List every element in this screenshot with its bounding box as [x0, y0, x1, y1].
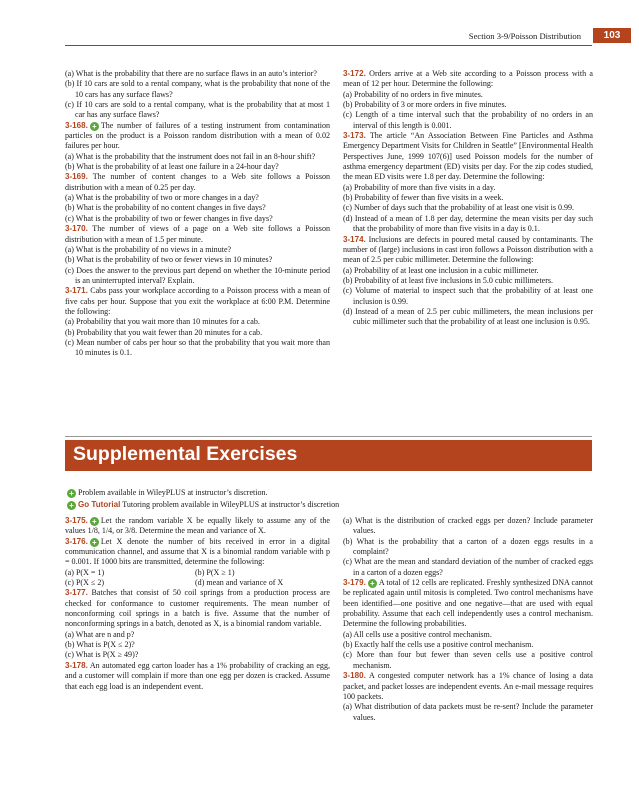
exercise: [65, 537, 330, 568]
right-column-top: [343, 69, 593, 328]
exercise-part: (c) What are the mean and standard deviation of the number of cracked eggs in a carton of a dozen eggs?: [343, 557, 593, 577]
exercise: [343, 578, 593, 630]
exercise-number: 3-180.: [343, 671, 366, 681]
exercise-parts-row: [65, 568, 330, 578]
exercise-part: (a) Probability of no orders in five minutes.: [343, 89, 483, 99]
supplemental-title: Supplemental Exercises: [73, 443, 298, 465]
plus-icon: +: [368, 579, 377, 588]
exercise-number: 3-172.: [343, 69, 366, 78]
exercise-text: Batches that consist of 50 coil springs from a production process are checked for conformance to customer requirements. The mean number of nonconforming coil springs in a batch is five. Assume that the number of nonconforming springs in a batch, denoted as X, is a binomial random variable.: [65, 588, 330, 629]
plus-icon: +: [90, 538, 99, 547]
exercise-number: 3-176.: [65, 536, 88, 546]
exercise-number: 3-173.: [343, 131, 366, 141]
exercise-text: Let the random variable X be equally likely to assume any of the values 1/8, 1/4, or 3/8. Determine the mean and variance of X.: [65, 516, 330, 536]
exercise-part: (b) What is the probability of at least one failure in a 24-hour day?: [65, 162, 279, 172]
legend-wileyplus: + Problem available in WileyPLUS at instructor’s discretion.: [65, 487, 339, 499]
exercise-text: The article “An Association Between Fine Particles and Asthma Emergency Department Visits for Children in Seattle” [Environmental Health Perspectives June, 1999 107(6)] used Poisson models for the number of asthma emergency department (ED) visits per day. For the zip codes studied, the mean ED visits were 1.8 per day. Determine the following:: [343, 131, 593, 182]
exercise-part: (b) P(X ≥ 1): [195, 567, 235, 577]
exercise-text: An automated egg carton loader has a 1% probability of cracking an egg, and a customer will complain if more than one egg per dozen is cracked. Assume that each egg load is an independent event.: [65, 660, 330, 691]
exercise: [65, 286, 330, 317]
exercise-part: (c) Number of days such that the probability of at least one visit is 0.99.: [343, 203, 575, 213]
exercise-number: 3-169.: [65, 172, 88, 182]
exercise-number: 3-177.: [65, 588, 88, 598]
exercise-text: Let X denote the number of bits received in error in a digital communication channel, and assume that X is a binomial random variable with p = 0.001. If 1000 bits are transmitted, determine the following:: [65, 536, 330, 567]
exercise-number: 3-170.: [65, 224, 88, 234]
exercise-part: (a) Probability of more than five visits in a day.: [343, 182, 496, 192]
exercise-number: 3-174.: [343, 234, 366, 244]
exercise: [65, 224, 330, 245]
plus-icon: +: [90, 122, 99, 131]
legend-tutorial: + Go Tutorial Tutoring problem available in WileyPLUS at instructor’s discretion: [65, 499, 339, 511]
exercise-part: (c) More than four but fewer than seven cells use a positive control mechanism.: [343, 650, 593, 670]
exercise: [343, 235, 593, 266]
exercise-text: The number of failures of a testing instrument from contamination particles on the product is a Poisson random distribution with a mean of 0.02 failures per hour.: [65, 120, 330, 151]
plus-icon: +: [67, 501, 76, 510]
exercise-part: (a) What distribution of data packets must be re-sent? Include the parameter values.: [343, 702, 593, 722]
exercise-part: (a) What is the probability of no views in a minute?: [65, 244, 232, 254]
exercise-text: A total of 12 cells are replicated. Freshly synthesized DNA cannot be replicated again until mitosis is completed. Two control mechanisms have been identified—one positive and one negative—that are used with equal probability. Assume that each cell independently uses a control mechanism. Determine the following probabilities.: [343, 578, 593, 629]
left-column-bottom: [65, 516, 330, 692]
header-rule: [65, 45, 592, 46]
exercise-part: (a) What is the probability that the instrument does not fail in an 8-hour shift?: [65, 151, 316, 161]
exercise: [65, 121, 330, 152]
exercise-part: (b) What is the probability that a carton of a dozen eggs results in a complaint?: [343, 536, 593, 557]
exercise-part: (d) mean and variance of X: [195, 578, 284, 588]
exercise: [65, 516, 330, 537]
exercise-part: (c) If 10 cars are sold to a rental company, what is the probability that at most 1 car has any surface flaws?: [65, 100, 330, 120]
exercise-part: (d) Instead of a mean of 1.8 per day, determine the mean visits per day such that the probability of more than five visits in a day is 0.1.: [343, 213, 593, 234]
exercise-text: Cabs pass your workplace according to a Poisson process with a mean of five cabs per hour. Suppose that you exit the workplace at 6:00 P.M. Determine the following:: [65, 286, 330, 316]
exercise-part: (c) What is P(X ≥ 49)?: [65, 650, 139, 660]
exercise-text: Inclusions are defects in poured metal caused by contaminants. The number of (large) inclusions in cast iron follows a Poisson distribution with a mean of 2.5 per cubic millimeter. Determine the following:: [343, 234, 593, 265]
section-title: Section 3-9/Poisson Distribution: [468, 31, 581, 41]
running-header: [0, 0, 639, 50]
exercise-part: (b) Probability of 3 or more orders in five minutes.: [343, 100, 507, 110]
exercise-part: (a) What is the probability that there are no surface flaws in an auto’s interior?: [65, 69, 317, 78]
exercise-part: (b) What is P(X ≤ 2)?: [65, 640, 135, 650]
exercise-part: (a) All cells use a positive control mechanism.: [343, 629, 492, 639]
exercise-part: (a) What is the distribution of cracked eggs per dozen? Include parameter values.: [343, 516, 593, 536]
exercise-part: (a) Probability that you wait more than 10 minutes for a cab.: [65, 317, 260, 327]
page-number: 103: [593, 28, 631, 43]
exercise: [343, 69, 593, 90]
exercise-number: 3-175.: [65, 516, 88, 525]
exercise-number: 3-179.: [343, 578, 366, 588]
divider: [65, 436, 592, 437]
supplemental-banner: [65, 440, 592, 471]
plus-icon: +: [67, 489, 76, 498]
exercise-text: The number of content changes to a Web site follows a Poisson distribution with a mean of 0.25 per day.: [65, 172, 330, 192]
exercise: [65, 172, 330, 193]
exercise: [65, 588, 330, 629]
exercise-number: 3-171.: [65, 286, 88, 296]
left-column-top: [65, 69, 330, 359]
exercise-text: Orders arrive at a Web site according to a Poisson process with a mean of 12 per hour. Determine the following:: [343, 69, 593, 89]
exercise-number: 3-168.: [65, 120, 88, 130]
exercise-part: (c) Does the answer to the previous part depend on whether the 10-minute period is an uninterrupted interval? Explain.: [65, 265, 330, 285]
exercise-part: (b) What is the probability of no content changes in five days?: [65, 203, 266, 213]
legend: [65, 487, 339, 510]
exercise: [343, 131, 593, 183]
exercise-part: (b) Exactly half the cells use a positive control mechanism.: [343, 640, 534, 650]
exercise-part: (b) If 10 cars are sold to a rental company, what is the probability that none of the 10 cars has any surface flaws?: [65, 79, 330, 99]
exercise-text: A congested computer network has a 1% chance of losing a data packet, and packet losses are independent events. An e-mail message requires 100 packets.: [343, 671, 593, 701]
exercise-part: (d) Instead of a mean of 2.5 per cubic millimeters, the mean inclusions per cubic millimeter such that the probability of at least one inclusion is 0.95.: [343, 306, 593, 327]
exercise-part: (c) Volume of material to inspect such that the probability of at least one inclusion is 0.99.: [343, 286, 593, 306]
exercise-part: (c) Length of a time interval such that the probability of no orders in an interval of this length is 0.001.: [343, 110, 593, 130]
exercise-part: (a) Probability of at least one inclusion in a cubic millimeter.: [343, 265, 539, 275]
exercise-number: 3-178.: [65, 660, 88, 670]
exercise-part: (c) Mean number of cabs per hour so that the probability that you wait more than 10 minutes is 0.1.: [65, 337, 330, 358]
plus-icon: +: [90, 517, 99, 526]
exercise-part: (b) What is the probability of two or fewer views in 10 minutes?: [65, 255, 273, 265]
exercise: [65, 661, 330, 692]
right-column-bottom: [343, 516, 593, 723]
exercise-part: (a) What are n and p?: [65, 629, 135, 639]
exercise-part: (b) Probability that you wait fewer than 20 minutes for a cab.: [65, 327, 263, 337]
exercise-part: (b) Probability of at least five inclusions in 5.0 cubic millimeters.: [343, 275, 554, 285]
exercise-part: (b) Probability of fewer than five visits in a week.: [343, 193, 504, 203]
exercise-part: (c) What is the probability of two or fewer changes in five days?: [65, 213, 273, 223]
exercise-text: The number of views of a page on a Web site follows a Poisson distribution with a mean of 1.5 per minute.: [65, 224, 330, 244]
exercise-parts-row: [65, 578, 330, 588]
exercise-part: (a) P(X = 1): [65, 567, 105, 577]
exercise-part: (a) What is the probability of two or more changes in a day?: [65, 193, 259, 203]
exercise-part: (c) P(X ≤ 2): [65, 578, 105, 588]
exercise: [343, 671, 593, 702]
